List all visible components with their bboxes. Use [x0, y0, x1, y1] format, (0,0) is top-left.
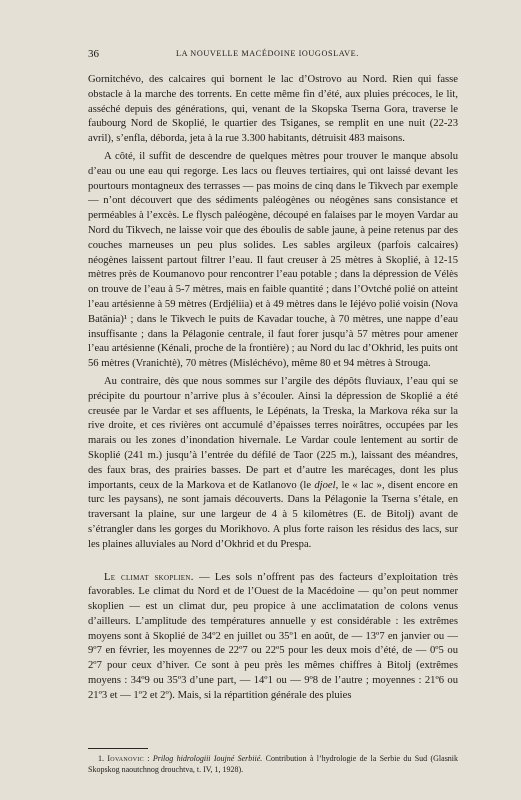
paragraph-4: [88, 571, 458, 704]
paragraph-3-italic: djoel: [314, 479, 336, 491]
paragraph-3: [88, 375, 458, 553]
page-header: [88, 48, 458, 62]
footnote: 1. Iovanovic : Prilog hidrologiii Ioujné Serbiié. Contribution à l’hydrologie de la Serbie du Sud (Glasnik Skopskog naoutchnog drouchtva, t. IV, 1, 1928).: [88, 754, 459, 774]
paragraph-2: A côté, il suffit de descendre de quelques mètres pour trouver le manque absolu d’eau ou une eau qui regorge. Les lacs ou fleuves tertiaires, qui ont laissé devant les pourtours montagneux des terrasses — pas moins de cinq dans le Tikvech par exemple — n’ont découvert que des sédiments paléogènes ou néogènes sans consistance et perméables à l’excès. Le flysch paléogène, découpé en falaises par le moyen Vardar au Nord du Tikvech, ne laisse voir que des éboulis de sable jaune, à peine retenus par des couches marneuses un peu plus solides. Les sables argileux (parfois calcaires) néogènes laissent partout filtrer l’eau. Il faut creuser à 25 mètres à Skoplié, à 12-15 mètres près de Koumanovo pour rencontrer l’eau potable ; dans la dépression de Vélès on trouve de l’eau à 5-7 mètres, mais en faible quantité ; dans l’Ovtché polié on atteint l’eau artésienne à 59 mètres (Erdjéliia) et à 49 mètres dans le Iéjévo polié voisin (Nova Batänia)¹ ; dans le Tikvech le puits de Kavadar touche, à 70 mètres, une nappe d’eau insuffisante ; dans la Pélagonie centrale, il faut forer jusqu’à 57 mètres pour amener l’eau artésienne (Kénali, proche de la frontière) ; au Nord du lac d’Okhrid, les puits ont 56 mètres (Vranichtè), 70 mètres (Misléchévo), même 80 et 94 mètres à Strouga.: [88, 150, 458, 370]
footnote-title: Prilog hidrologiii Ioujné Serbiié.: [152, 754, 263, 763]
page-body: [88, 73, 458, 704]
paragraph-4-text: — Les sols n’offrent pas des facteurs d’exploitation très favorables. Le climat du Nord et de l’Ouest de la Macédoine — qu’on peut nommer skoplien — est un climat dur, peu propice à une acclimatation de colons venus d’ailleurs. L’amplitude des températures annuelle y est considérable : les extrêmes moyens sont à Skoplié de 34º2 en juillet ou 35º1 en août, de — 13º7 en janvier ou — 9º7 en février, les moyennes de 22º7 ou 22º5 pour les deux mois d’été, de — 0º5 ou 2º7 pour ceux d’hiver. Ce sont à peu près les mêmes chiffres à Bitolj (extrêmes moyens : 34º9 ou 35º3 d’une part, — 14º1 ou — 9º8 de l’autre ; moyennes : 21º6 ou 21º3 et — 1º2 et 2º). Mais, si la répartition générale des pluies: [88, 571, 458, 701]
footnote-number: 1.: [98, 754, 104, 763]
page-number: 36: [88, 48, 99, 60]
footnote-rule: [88, 748, 148, 749]
section-heading: Le climat skoplien.: [104, 571, 194, 583]
footnote-text: Contribution à l’hydrologie de la Serbie du Sud (Glasnik Skopskog naoutchnog drouchtva, t. IV, 1, 1928).: [88, 754, 459, 774]
paragraph-3-text: Au contraire, dès que nous sommes sur l’argile des dépôts fluviaux, l’eau qui se précipite du pourtour n’arrive plus à s’écouler. Ainsi la dépression de Skoplié a été creusée par le Vardar et ses affluents, le Lépénats, la Treska, la Markova réka sur la rive droite, et ces rivières ont accumulé d’épaisses terres noirâtres, occupées par les marais ou les zones d’inondation hivernale. Le Vardar coule lentement au sortir de Skoplié (241 m.) jusqu’à l’entrée du défilé de Taor (225 m.), laissant des méandres, des faux bras, des prairies basses. De part et d’autre les marécages, dont les plus importants, ceux de la Markova et de Katlanovo (le: [88, 375, 458, 491]
paragraph-3-rest: , le « lac », disent encore en turc les paysans), ne sont jamais découverts. Dans la Pélagonie la Tserna s’étale, en traversant la plaine, sur une largeur de 4 à 5 kilomètres (E. de Bitolj) avant de s’étrangler dans les gorges du Morikhovo. A plus forte raison les résidus des lacs, sur les plaines alluviales au Nord d’Okhrid et du Prespa.: [88, 479, 458, 550]
running-title: LA NOUVELLE MACÉDOINE IOUGOSLAVE.: [176, 49, 359, 58]
footnote-author: Iovanovic: [107, 754, 144, 763]
paragraph-1: Gornitchévo, des calcaires qui bornent le lac d’Ostrovo au Nord. Rien qui fasse obstacle à la marche des torrents. En cette même fin d’été, aux pluies précoces, le lit, asséché depuis des générations, qui, venant de la Skopska Tserna Gora, traverse le faubourg Nord de Skoplié, le quartier des Tsiganes, se remplit en une nuit (22-23 avril), s’enfla, déborda, jeta à la rue 3.300 habitants, détruisit 483 maisons.: [88, 74, 458, 145]
